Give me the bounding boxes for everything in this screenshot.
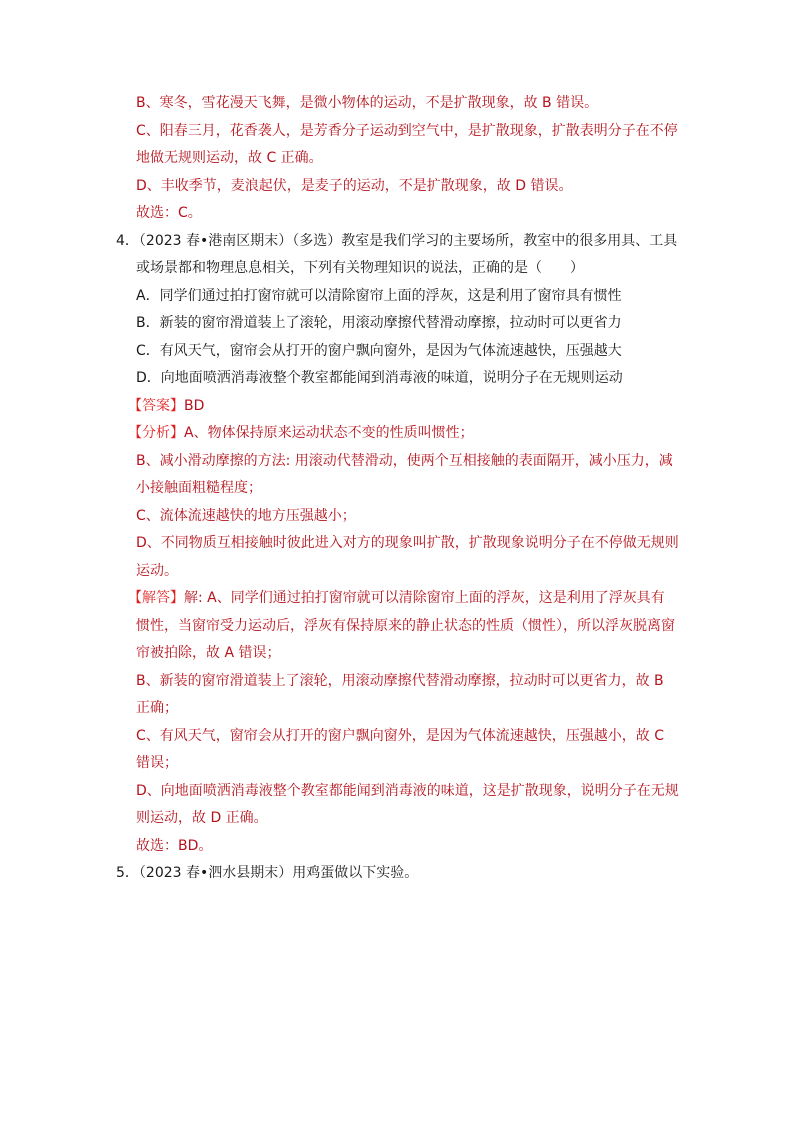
answer-choice-line: 故选：C。 bbox=[136, 205, 202, 221]
question-4-option-d: D．向地面喷洒消毒液整个教室都能闻到消毒液的味道，说明分子在无规则运动 bbox=[136, 370, 623, 386]
solution-line: 错误； bbox=[136, 755, 178, 771]
solution-text: 解: A、同学们通过拍打窗帘就可以清除窗帘上面的浮灰，这是利用了浮灰具有 bbox=[184, 590, 665, 606]
question-4-option-a: A．同学们通过拍打窗帘就可以清除窗帘上面的浮灰，这是利用了窗帘具有惯性 bbox=[136, 288, 622, 304]
analysis-line: 运动。 bbox=[136, 563, 178, 579]
answer-choice-line: 故选：BD。 bbox=[136, 838, 213, 854]
answer-tag: 【答案】 bbox=[128, 398, 184, 414]
analysis-text: A、物体保持原来运动状态不变的性质叫惯性； bbox=[184, 425, 474, 441]
analysis-line: D、不同物质互相接触时彼此进入对方的现象叫扩散，扩散现象说明分子在不停做无规则 bbox=[136, 535, 679, 551]
solution-line: 惯性，当窗帘受力运动后，浮灰有保持原来的静止状态的性质（惯性），所以浮灰脱离窗 bbox=[136, 618, 675, 634]
solution-line: 正确； bbox=[136, 700, 178, 716]
question-4-stem: 或场景都和物理息息相关，下列有关物理知识的说法，正确的是（ ） bbox=[136, 260, 584, 276]
answer-line: B、寒冬，雪花漫天飞舞，是微小物体的运动，不是扩散现象，故 B 错误。 bbox=[136, 95, 599, 111]
solution-line: D、向地面喷洒消毒液整个教室都能闻到消毒液的味道，这是扩散现象，说明分子在无规 bbox=[136, 783, 679, 799]
question-4-stem: 4．（2023 春•港南区期末）（多选）教室是我们学习的主要场所，教室中的很多用具、工具 bbox=[116, 233, 678, 249]
solution-section bbox=[128, 588, 665, 608]
answer-value: BD bbox=[184, 398, 205, 414]
analysis-line: 小接触面粗糙程度； bbox=[136, 480, 262, 496]
question-4-option-c: C．有风天气，窗帘会从打开的窗户飘向窗外，是因为气体流速越快，压强越大 bbox=[136, 343, 622, 359]
analysis-section bbox=[128, 423, 474, 443]
answer-section bbox=[128, 396, 204, 416]
solution-line: 帘被拍除，故 A 错误； bbox=[136, 645, 281, 661]
analysis-line: C、流体流速越快的地方压强越小； bbox=[136, 508, 356, 524]
answer-line: C、阳春三月，花香袭人，是芳香分子运动到空气中，是扩散现象，扩散表明分子在不停 bbox=[136, 123, 678, 139]
answer-line: D、丰收季节，麦浪起伏，是麦子的运动，不是扩散现象，故 D 错误。 bbox=[136, 178, 573, 194]
analysis-line: B、减小滑动摩擦的方法: 用滚动代替滑动，使两个互相接触的表面隔开，减小压力，减 bbox=[136, 453, 673, 469]
answer-line: 地做无规则运动，故 C 正确。 bbox=[136, 150, 323, 166]
analysis-tag: 【分析】 bbox=[128, 425, 184, 441]
question-4-option-b: B．新装的窗帘滑道装上了滚轮，用滚动摩擦代替滑动摩擦，拉动时可以更省力 bbox=[136, 315, 622, 331]
question-5-stem: 5．（2023 春•泗水县期末）用鸡蛋做以下实验。 bbox=[116, 865, 419, 881]
solution-line: C、有风天气，窗帘会从打开的窗户飘向窗外，是因为气体流速越快，压强越小，故 C bbox=[136, 728, 664, 744]
solution-tag: 【解答】 bbox=[128, 590, 184, 606]
solution-line: 则运动，故 D 正确。 bbox=[136, 810, 268, 826]
solution-line: B、新装的窗帘滑道装上了滚轮，用滚动摩擦代替滑动摩擦，拉动时可以更省力，故 B bbox=[136, 673, 664, 689]
